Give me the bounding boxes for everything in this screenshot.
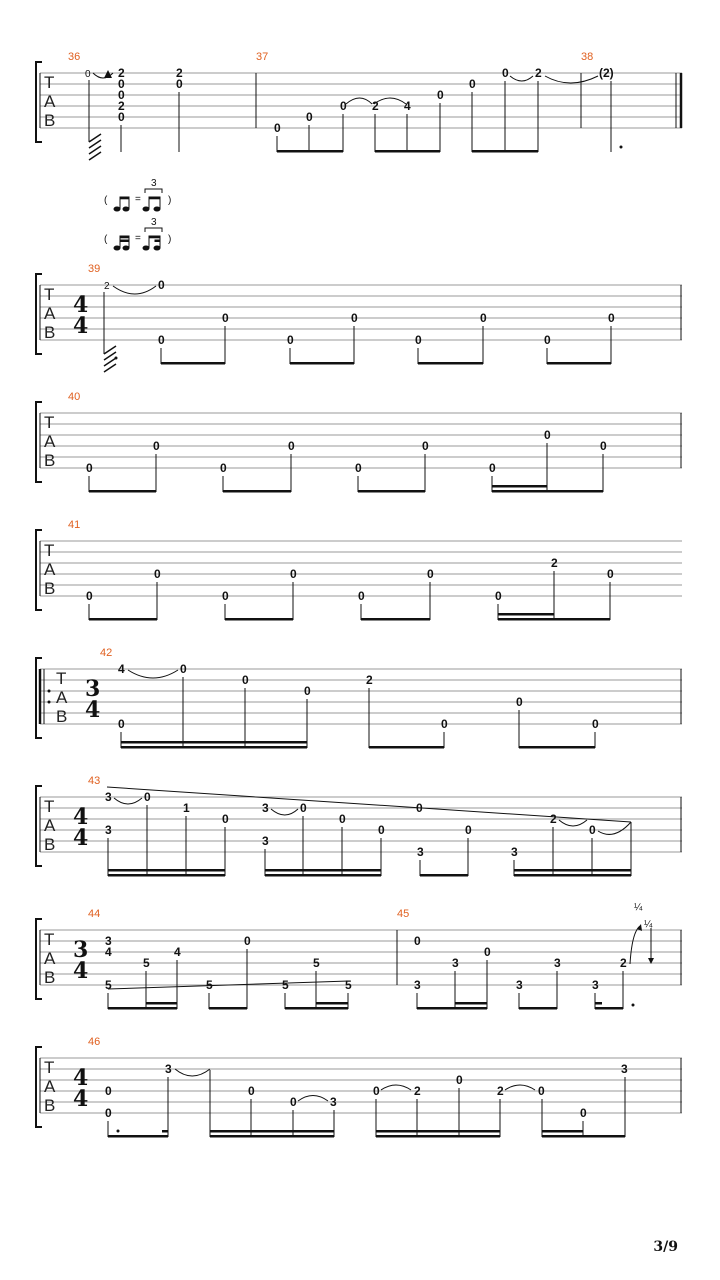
tab-system-3 [0, 390, 720, 500]
tied-note-2: (2) [599, 66, 614, 80]
bend-label-1: ¼ [634, 902, 643, 913]
svg-text:2: 2 [414, 1084, 421, 1098]
measure-number-36: 36 [68, 51, 81, 63]
svg-text:0: 0 [290, 1095, 297, 1109]
svg-text:5: 5 [143, 956, 150, 970]
tab-system-6 [0, 774, 720, 884]
page-number: 3/9 [653, 1239, 678, 1255]
svg-text:2: 2 [550, 812, 557, 826]
svg-text:0: 0 [86, 589, 93, 603]
svg-text:0: 0 [85, 69, 91, 80]
tab-system-5 [0, 646, 720, 756]
svg-text:3: 3 [592, 978, 599, 992]
svg-text:0: 0 [373, 1084, 380, 1098]
measure-number-40: 40 [68, 391, 81, 403]
svg-text:3: 3 [105, 823, 112, 837]
tab-letter-a: A [44, 92, 56, 111]
svg-text:0: 0 [105, 1106, 112, 1120]
svg-text:0: 0 [544, 428, 551, 442]
svg-text:B: B [44, 451, 56, 470]
svg-text:B: B [44, 968, 56, 987]
swing-triplet-2: 3 [151, 217, 157, 228]
svg-text:0: 0 [153, 439, 160, 453]
svg-text:T: T [44, 285, 55, 304]
svg-text:0: 0 [339, 812, 346, 826]
time-sig-46-bottom: 4 [73, 1086, 89, 1112]
svg-text:(: ( [104, 195, 108, 206]
tab-staff-5 [0, 646, 720, 756]
time-sig-42-top: 3 [85, 676, 101, 702]
svg-text:0: 0 [608, 311, 615, 325]
svg-text:0: 0 [414, 934, 421, 948]
measure-number-46: 46 [88, 1036, 101, 1048]
svg-text:A: A [44, 560, 56, 579]
svg-text:0: 0 [355, 461, 362, 475]
svg-text:5: 5 [206, 978, 213, 992]
svg-text:2: 2 [118, 66, 125, 80]
svg-text:0: 0 [489, 461, 496, 475]
svg-text:0: 0 [287, 333, 294, 347]
svg-text:3: 3 [554, 956, 561, 970]
svg-text:0: 0 [158, 278, 165, 292]
svg-text:0: 0 [469, 77, 476, 91]
svg-text:0: 0 [340, 99, 347, 113]
svg-text:0: 0 [154, 567, 161, 581]
measure-number-39: 39 [88, 263, 101, 275]
svg-text:T: T [44, 797, 55, 816]
svg-text:0: 0 [118, 88, 125, 102]
svg-text:2: 2 [497, 1084, 504, 1098]
svg-text:3: 3 [105, 934, 112, 948]
svg-text:3: 3 [452, 956, 459, 970]
svg-text:0: 0 [222, 812, 229, 826]
svg-text:5: 5 [282, 978, 289, 992]
svg-text:0: 0 [300, 801, 307, 815]
measure-number-41: 41 [68, 519, 81, 531]
svg-text:B: B [44, 579, 56, 598]
svg-text:3: 3 [417, 845, 424, 859]
svg-text:0: 0 [290, 567, 297, 581]
svg-text:0: 0 [105, 1084, 112, 1098]
svg-text:0: 0 [118, 77, 125, 91]
svg-text:2: 2 [366, 673, 373, 687]
svg-text:0: 0 [158, 333, 165, 347]
svg-text:(: ( [104, 234, 108, 245]
svg-text:T: T [44, 930, 55, 949]
svg-text:1: 1 [183, 801, 190, 815]
svg-text:3: 3 [165, 1062, 172, 1076]
svg-text:0: 0 [304, 684, 311, 698]
svg-text:0: 0 [222, 311, 229, 325]
svg-text:0: 0 [456, 1073, 463, 1087]
svg-text:0: 0 [484, 945, 491, 959]
svg-text:0: 0 [180, 662, 187, 676]
svg-text:): ) [168, 234, 172, 245]
time-sig-39-bottom: 4 [73, 313, 89, 339]
svg-text:0: 0 [220, 461, 227, 475]
svg-text:3: 3 [105, 790, 112, 804]
svg-text:0: 0 [118, 717, 125, 731]
svg-text:0: 0 [437, 88, 444, 102]
svg-text:0: 0 [244, 934, 251, 948]
svg-text:0: 0 [118, 110, 125, 124]
tab-staff-3 [0, 390, 720, 500]
svg-text:3: 3 [330, 1095, 337, 1109]
svg-text:0: 0 [465, 823, 472, 837]
svg-text:0: 0 [580, 1106, 587, 1120]
tab-staff-4 [0, 518, 720, 628]
swing-equals-2: = [135, 233, 141, 244]
svg-text:0: 0 [358, 589, 365, 603]
measure-number-42: 42 [100, 647, 113, 659]
svg-text:T: T [56, 669, 67, 688]
tab-staff-7 [0, 902, 720, 1012]
svg-text:3: 3 [262, 801, 269, 815]
tab-staff-1 [0, 50, 720, 150]
svg-text:0: 0 [248, 1084, 255, 1098]
tab-staff-8 [0, 1030, 720, 1140]
svg-text:0: 0 [544, 333, 551, 347]
svg-text:0: 0 [427, 567, 434, 581]
svg-text:5: 5 [105, 978, 112, 992]
svg-text:0: 0 [495, 589, 502, 603]
svg-text:0: 0 [422, 439, 429, 453]
svg-text:4: 4 [174, 945, 181, 959]
svg-text:B: B [56, 707, 68, 726]
svg-text:0: 0 [607, 567, 614, 581]
svg-text:A: A [44, 304, 56, 323]
svg-text:0: 0 [222, 589, 229, 603]
time-sig-39-top: 4 [73, 292, 89, 318]
tab-letter-b: B [44, 111, 56, 130]
svg-text:): ) [168, 195, 172, 206]
svg-text:3: 3 [414, 978, 421, 992]
svg-text:A: A [44, 432, 56, 451]
svg-text:T: T [44, 413, 55, 432]
tab-system-7 [0, 902, 720, 1012]
svg-text:5: 5 [313, 956, 320, 970]
svg-text:0: 0 [242, 673, 249, 687]
tab-system-4 [0, 518, 720, 628]
svg-text:T: T [44, 1058, 55, 1077]
svg-text:2: 2 [118, 99, 125, 113]
time-sig-43-top: 4 [73, 804, 89, 830]
tab-system-8 [0, 1030, 720, 1140]
time-sig-44-top: 3 [73, 937, 89, 963]
svg-text:0: 0 [351, 311, 358, 325]
svg-text:4: 4 [404, 99, 411, 113]
measure-number-38: 38 [581, 51, 594, 63]
svg-text:2: 2 [551, 556, 558, 570]
svg-text:0: 0 [415, 333, 422, 347]
svg-text:3: 3 [516, 978, 523, 992]
svg-text:0: 0 [416, 801, 423, 815]
svg-text:A: A [44, 816, 56, 835]
time-sig-44-bottom: 4 [73, 958, 89, 984]
measure-number-45: 45 [397, 908, 410, 920]
measure-number-37: 37 [256, 51, 269, 63]
svg-text:2: 2 [176, 66, 183, 80]
tab-staff-2 [0, 262, 720, 372]
tab-system-2 [0, 262, 720, 372]
svg-text:B: B [44, 1096, 56, 1115]
svg-text:0: 0 [502, 66, 509, 80]
svg-text:4: 4 [105, 945, 112, 959]
svg-text:0: 0 [592, 717, 599, 731]
svg-text:B: B [44, 323, 56, 342]
tab-letter-t: T [44, 73, 55, 92]
svg-text:A: A [56, 688, 68, 707]
svg-text:0: 0 [86, 461, 93, 475]
svg-text:0: 0 [306, 110, 313, 124]
svg-text:T: T [44, 541, 55, 560]
swing-triplet-1: 3 [151, 178, 157, 189]
svg-text:2: 2 [620, 956, 627, 970]
svg-text:0: 0 [516, 695, 523, 709]
svg-text:A: A [44, 949, 56, 968]
time-sig-42-bottom: 4 [85, 697, 101, 723]
svg-text:2: 2 [372, 99, 379, 113]
time-sig-46-top: 4 [73, 1065, 89, 1091]
svg-text:3: 3 [621, 1062, 628, 1076]
tab-system-1 [0, 50, 720, 150]
svg-text:2: 2 [535, 66, 542, 80]
svg-text:0: 0 [288, 439, 295, 453]
svg-text:2: 2 [104, 281, 110, 292]
svg-text:5: 5 [345, 978, 352, 992]
tab-staff-6 [0, 774, 720, 884]
bend-label-2: ¼ [644, 919, 653, 930]
svg-text:0: 0 [274, 121, 281, 135]
svg-text:0: 0 [378, 823, 385, 837]
svg-text:B: B [44, 835, 56, 854]
svg-text:0: 0 [441, 717, 448, 731]
svg-text:0: 0 [600, 439, 607, 453]
measure-number-44: 44 [88, 908, 101, 920]
svg-text:0: 0 [589, 823, 596, 837]
svg-text:0: 0 [144, 790, 151, 804]
swing-equals-1: = [135, 194, 141, 205]
svg-text:3: 3 [511, 845, 518, 859]
time-sig-43-bottom: 4 [73, 825, 89, 851]
svg-text:0: 0 [538, 1084, 545, 1098]
svg-text:3: 3 [262, 834, 269, 848]
svg-text:4: 4 [118, 662, 125, 676]
svg-text:A: A [44, 1077, 56, 1096]
swing-notation [0, 178, 720, 258]
svg-text:0: 0 [480, 311, 487, 325]
svg-text:0: 0 [176, 77, 183, 91]
measure-number-43: 43 [88, 775, 101, 787]
